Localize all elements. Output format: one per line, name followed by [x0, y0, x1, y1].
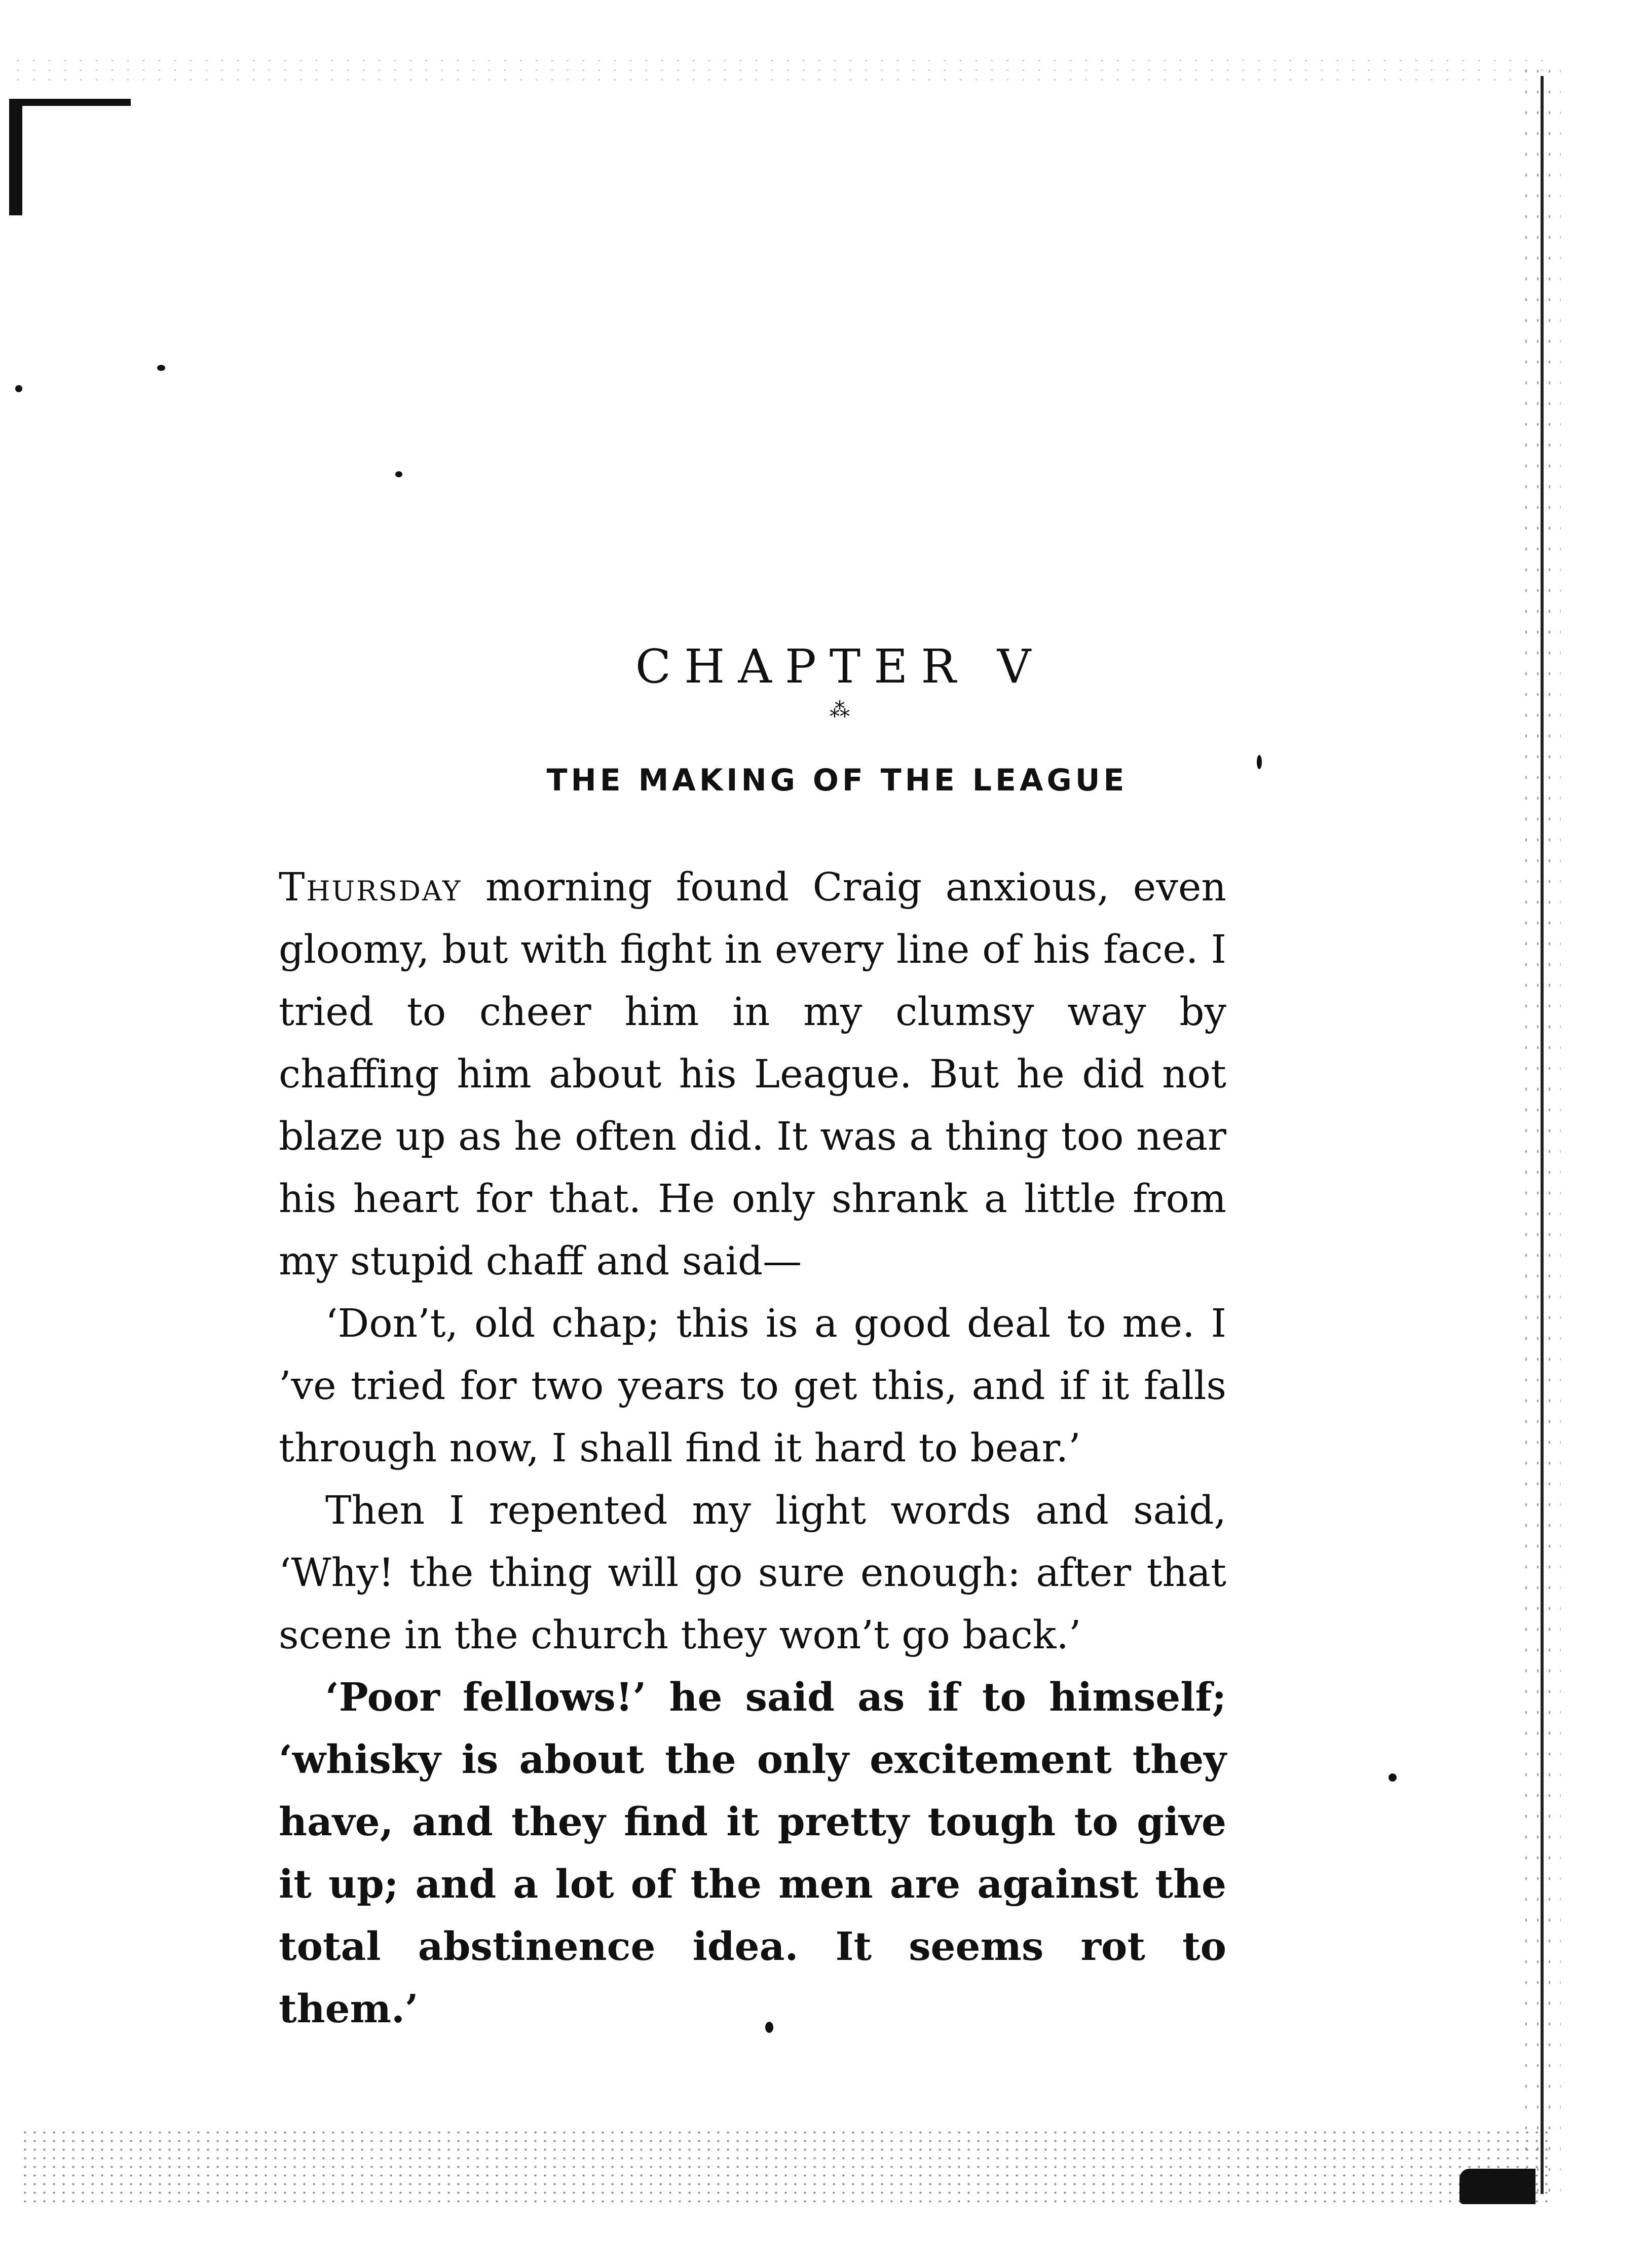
speck [395, 471, 402, 477]
speck [157, 365, 165, 371]
ornament: ⁂ [830, 699, 850, 722]
scan-noise-bottom [20, 2128, 1551, 2204]
paragraph-lead: Thursday [279, 865, 462, 910]
speck [1389, 1773, 1397, 1782]
paragraph: ‘Poor fellows!’ he said as if to himself; ‘whisky is about the only excitement they have, and they find it pretty tough to give it up; and a lot of the men are against the total abstinence idea. It seems rot to them.’ [279, 1675, 1226, 2032]
paragraph-text: morning found Craig anxious, even gloomy, but with fight in every line of his face. I tried to cheer him in my clumsy way by chaffing him about his League. But he did not blaze up as he often did. It was a thing too near his heart for that. He only shrank a little from my stupid chaff and said— [279, 865, 1226, 1284]
speck [15, 385, 22, 392]
paragraph: ‘Don’t, old chap; this is a good deal to me. I ’ve tried for two years to get this, and if it falls through now, I shall find it hard to bear.’ [279, 1301, 1226, 1471]
corner-mark [9, 99, 131, 215]
page-edge-line [1541, 76, 1544, 2194]
chapter-heading [0, 639, 1649, 722]
paragraph: Then I repented my light words and said, ‘Why! the thing will go sure enough: after that scene in the church they won’t go back.’ [279, 1488, 1226, 1658]
chapter-title: CHAPTER V [635, 639, 1044, 694]
scan-noise-top [10, 56, 1546, 86]
ink-blot [1459, 2169, 1535, 2204]
chapter-subtitle: THE MAKING OF THE LEAGUE [546, 763, 1128, 798]
body-text [279, 856, 1226, 2040]
paragraph [279, 856, 1226, 1293]
